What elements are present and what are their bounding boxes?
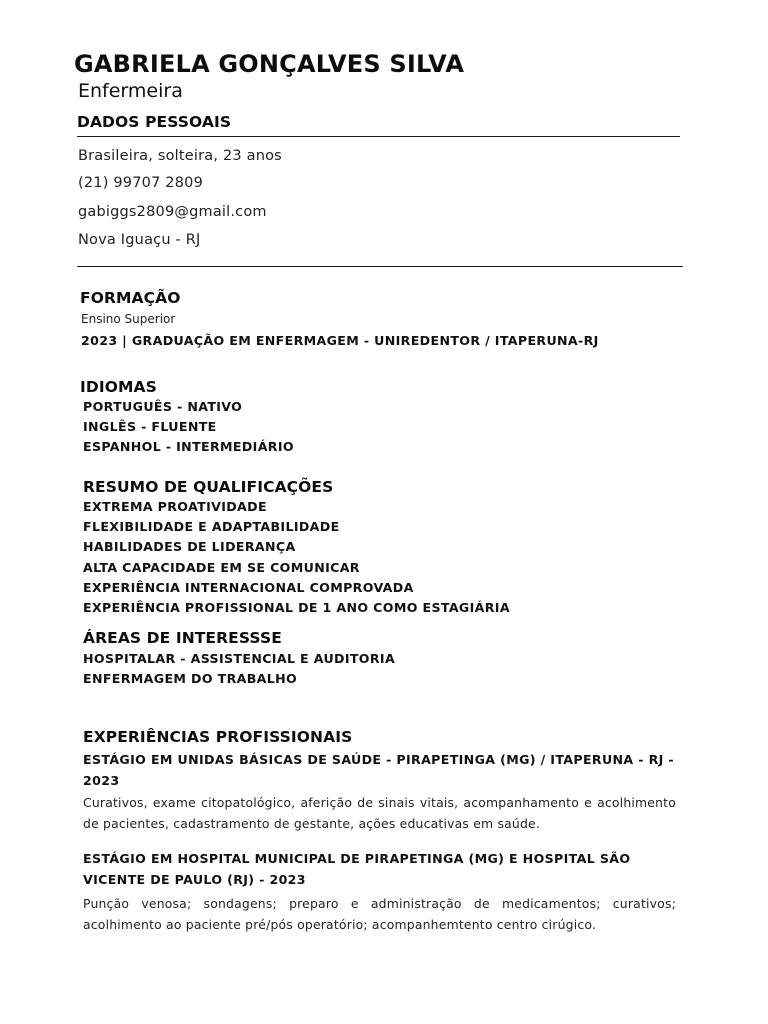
interest-item: HOSPITALAR - ASSISTENCIAL E AUDITORIA xyxy=(83,651,396,666)
experience-title: ESTÁGIO EM HOSPITAL MUNICIPAL DE PIRAPETINGA (MG) E HOSPITAL SÃO VICENTE DE PAULO (RJ) - 2023 xyxy=(83,851,631,887)
education-level: Ensino Superior xyxy=(81,312,176,326)
personal-info-phone: (21) 99707 2809 xyxy=(78,175,204,191)
qualification-item: EXTREMA PROATIVIDADE xyxy=(83,499,267,514)
qualification-item: ALTA CAPACIDADE EM SE COMUNICAR xyxy=(83,559,360,575)
education-degree: 2023 | GRADUAÇÃO EM ENFERMAGEM - UNIREDENTOR / ITAPERUNA-RJ xyxy=(81,333,599,348)
qualification-item: HABILIDADES DE LIDERANÇA xyxy=(83,539,296,555)
divider-bottom xyxy=(77,266,683,267)
personal-info-email: gabiggs2809@gmail.com xyxy=(78,204,267,220)
section-title-languages: IDIOMAS xyxy=(80,378,157,396)
qualifications-list xyxy=(83,497,510,618)
qualification-item: FLEXIBILIDADE E ADAPTABILIDADE xyxy=(83,519,340,535)
language-item: PORTUGUÊS - NATIVO xyxy=(83,399,243,414)
candidate-name: GABRIELA GONÇALVES SILVA xyxy=(74,50,465,78)
divider-top xyxy=(77,136,680,137)
section-title-personal: DADOS PESSOAIS xyxy=(77,113,232,131)
interests-list xyxy=(83,649,395,689)
qualification-item: EXPERIÊNCIA INTERNACIONAL COMPROVADA xyxy=(83,579,414,595)
interest-item: ENFERMAGEM DO TRABALHO xyxy=(83,671,298,687)
section-title-experience: EXPERIÊNCIAS PROFISSIONAIS xyxy=(83,728,353,746)
language-item: INGLÊS - FLUENTE xyxy=(83,419,217,435)
personal-info-location: Nova Iguaçu - RJ xyxy=(78,232,201,248)
experience-description: Curativos, exame citopatológico, aferição de sinais vitais, acompanhamento e acolhimento de pacientes, cadastramento de gestante, ações educativas em saúde. xyxy=(83,795,676,831)
experience-title: ESTÁGIO EM UNIDAS BÁSICAS DE SAÚDE - PIRAPETINGA (MG) / ITAPERUNA - RJ - 2023 xyxy=(83,752,674,788)
personal-info-nationality: Brasileira, solteira, 23 anos xyxy=(78,148,282,164)
job-title: Enfermeira xyxy=(78,80,183,102)
section-title-qualifications: RESUMO DE QUALIFICAÇÕES xyxy=(83,478,334,496)
languages-list xyxy=(83,397,294,458)
language-item: ESPANHOL - INTERMEDIÁRIO xyxy=(83,439,294,455)
experience-description: Punção venosa; sondagens; preparo e administração de medicamentos; curativos; acolhimento ao paciente pré/pós operatório; acompanhemtento centro cirúgico. xyxy=(83,896,676,932)
section-title-interests: ÁREAS DE INTERESSSE xyxy=(83,629,282,647)
section-title-education: FORMAÇÃO xyxy=(80,289,181,307)
qualification-item: EXPERIÊNCIA PROFISSIONAL DE 1 ANO COMO ESTAGIÁRIA xyxy=(83,600,510,616)
